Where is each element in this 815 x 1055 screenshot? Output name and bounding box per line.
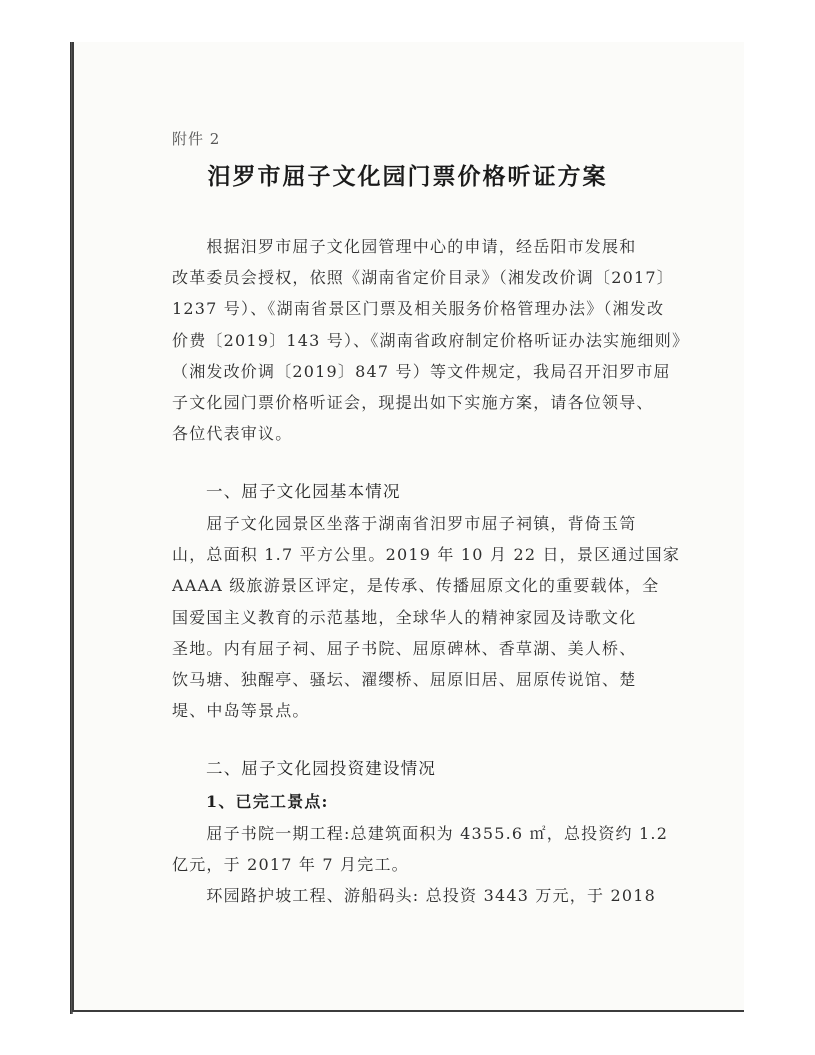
section2-paragraph	[172, 818, 672, 912]
subsection-heading-1: 1、已完工景点:	[206, 792, 329, 811]
section1-paragraph	[172, 508, 681, 726]
text-line: 改革委员会授权，依照《湖南省定价目录》（湘发改价调〔2017〕	[172, 268, 674, 288]
intro-paragraph	[172, 231, 690, 449]
text-line: 子文化园门票价格听证会，现提出如下实施方案，请各位领导、	[172, 393, 654, 413]
text-line: （湘发改价调〔2019〕847 号）等文件规定，我局召开汨罗市屈	[172, 361, 671, 381]
text-line: 屈子书院一期工程:总建筑面积为 4355.6 ㎡，总投资约 1.2	[172, 824, 669, 843]
text-line: 根据汨罗市屈子文化园管理中心的申请，经岳阳市发展和	[172, 237, 637, 256]
text-line: 屈子文化园景区坐落于湖南省汨罗市屈子祠镇，背倚玉笥	[172, 514, 637, 533]
text-line: 环园路护坡工程、游船码头: 总投资 3443 万元，于 2018	[172, 886, 656, 906]
section-heading-1: 一、屈子文化园基本情况	[206, 482, 401, 501]
text-line: 堤、中岛等景点。	[172, 701, 310, 721]
text-line: 圣地。内有屈子祠、屈子书院、屈原碑林、香草湖、美人桥、	[172, 638, 637, 658]
text-line: 饮马塘、独醒亭、骚坛、濯缨桥、屈原旧居、屈原传说馆、楚	[172, 670, 637, 690]
document-title: 汨罗市屈子文化园门票价格听证方案	[207, 163, 608, 190]
text-line: 各位代表审议。	[172, 424, 293, 444]
section-heading-2: 二、屈子文化园投资建设情况	[206, 759, 437, 778]
attachment-label: 附件 2	[172, 130, 221, 148]
text-line: 价费〔2019〕143 号）、《湖南省政府制定价格听证办法实施细则》	[172, 330, 690, 350]
text-line: 山，总面积 1.7 平方公里。2019 年 10 月 22 日，景区通过国家	[172, 545, 681, 565]
text-line: 1237 号）、《湖南省景区门票及相关服务价格管理办法》（湘发改	[172, 299, 665, 319]
text-line: 国爱国主义教育的示范基地，全球华人的精神家园及诗歌文化	[172, 607, 637, 627]
text-line: AAAA 级旅游景区评定，是传承、传播屈原文化的重要载体，全	[172, 576, 660, 596]
text-line: 亿元，于 2017 年 7 月完工。	[172, 855, 409, 875]
